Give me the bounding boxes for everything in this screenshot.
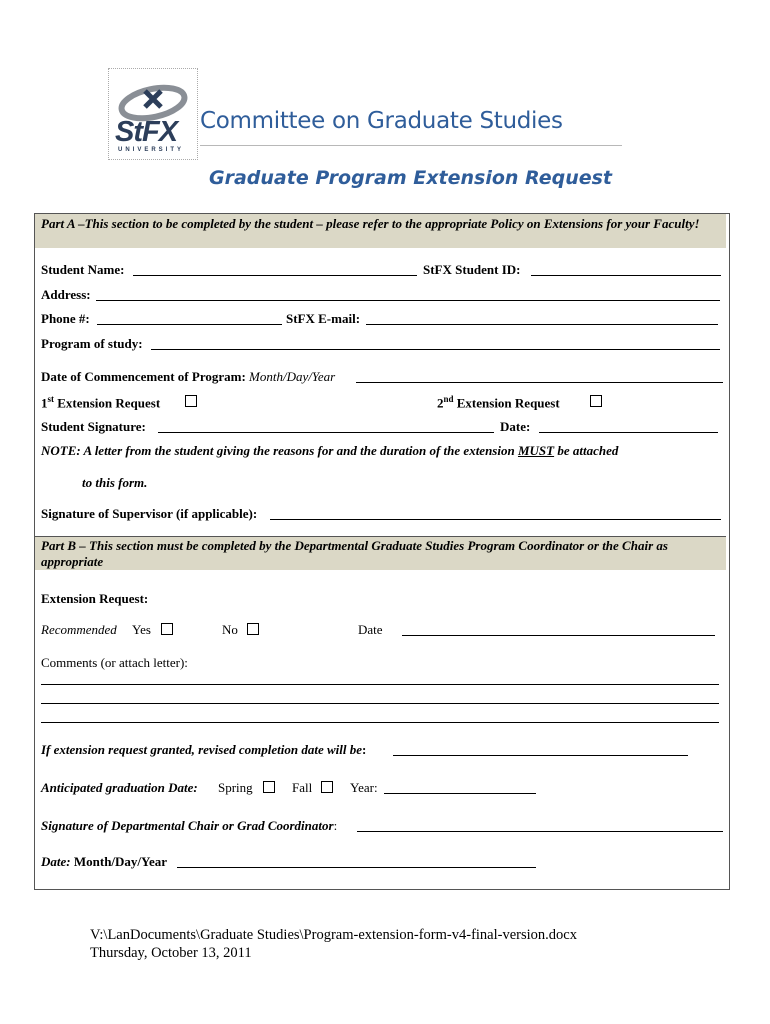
footer [90,926,577,962]
final-date-row [41,854,167,870]
comments-line-2[interactable] [41,703,719,704]
yes-checkbox[interactable] [161,623,173,635]
program-field[interactable] [151,349,720,350]
student-id-field[interactable] [531,275,721,276]
program-label: Program of study: [41,336,143,351]
note-must: MUST [517,443,555,458]
student-signature-label: Student Signature: [41,419,146,434]
extension-request-label: Extension Request: [41,591,149,606]
no-label: No [222,622,238,637]
commencement-label: Date of Commencement of Program: [41,369,246,384]
second-ext-sup: nd [443,394,454,404]
no-checkbox[interactable] [247,623,259,635]
recommended-date-field[interactable] [402,635,715,636]
supervisor-signature-field[interactable] [270,519,721,520]
chair-signature-text: Signature of Departmental Chair or Grad Coordinator [41,818,334,833]
date-label: Date [358,622,383,637]
note [41,443,618,459]
student-date-label: Date: [500,419,531,434]
second-extension-checkbox[interactable] [590,395,602,407]
recommended-label: Recommended [41,622,117,637]
anticipated-colon: : [193,780,198,795]
final-date-label: Date: [41,854,71,869]
student-name-label: Student Name: [41,262,125,277]
footer-date: Thursday, October 13, 2011 [90,945,252,961]
second-ext-label: Extension Request [456,395,560,411]
revised-date-text: If extension request granted, revised completion date will be [41,742,363,757]
anticipated-text: Anticipated graduation Date [41,780,194,795]
email-field[interactable] [366,324,718,325]
revised-date-label [41,742,366,758]
note-continued: to this form. [82,475,148,490]
address-label: Address: [41,287,91,302]
comments-label: Comments (or attach letter): [41,655,188,670]
committee-title: Committee on Graduate Studies [200,108,563,134]
fall-checkbox[interactable] [321,781,333,793]
address-field[interactable] [96,300,720,301]
chair-signature-label [41,818,337,834]
note-text-2: be attached [557,443,619,458]
commencement-format: Month/Day/Year [249,369,336,384]
first-ext-label: Extension Request [57,395,161,411]
email-label: StFX E-mail: [286,311,361,326]
year-label: Year: [350,780,378,795]
commencement-row [41,369,335,385]
first-ext-num: 1 [41,395,48,411]
student-name-field[interactable] [133,275,417,276]
student-id-label: StFX Student ID: [423,262,521,277]
student-date-field[interactable] [539,432,718,433]
comments-line-1[interactable] [41,684,719,685]
comments-line-3[interactable] [41,722,719,723]
form-title: Graduate Program Extension Request [209,167,613,189]
spring-checkbox[interactable] [263,781,275,793]
phone-label: Phone #: [41,311,90,326]
first-extension-checkbox[interactable] [185,395,197,407]
logo-wordmark: StFX [115,116,178,148]
first-ext-sup: st [47,394,54,404]
logo-subtitle: UNIVERSITY [118,147,185,153]
phone-field[interactable] [97,324,282,325]
supervisor-signature-label: Signature of Supervisor (if applicable): [41,506,258,521]
spring-label: Spring [218,780,253,795]
part-b-heading: Part B – This section must be completed by the Departmental Graduate Studies Program Coordinator or the Chair as appropriate [41,538,668,569]
anticipated-label [41,780,198,796]
yes-label: Yes [132,622,151,637]
part-a-heading: Part A –This section to be completed by the student – please refer to the appropriate Policy on Extensions for your Faculty! [41,216,700,231]
final-date-format: Month/Day/Year [73,854,168,869]
second-ext-num: 2 [437,395,444,411]
chair-signature-colon: : [333,818,338,833]
final-date-field[interactable] [177,867,536,868]
first-extension [41,394,160,411]
revised-date-colon: : [362,742,367,757]
fall-label: Fall [292,780,313,795]
title-rule [200,145,622,146]
second-extension [437,394,560,411]
year-field[interactable] [384,793,536,794]
student-signature-field[interactable] [158,432,494,433]
chair-signature-field[interactable] [357,831,723,832]
revised-date-field[interactable] [393,755,688,756]
commencement-field[interactable] [356,382,723,383]
note-text: NOTE: A letter from the student giving the reasons for and the duration of the extension [41,443,515,458]
footer-path: V:\LanDocuments\Graduate Studies\Program-extension-form-v4-final-version.docx [90,927,577,943]
